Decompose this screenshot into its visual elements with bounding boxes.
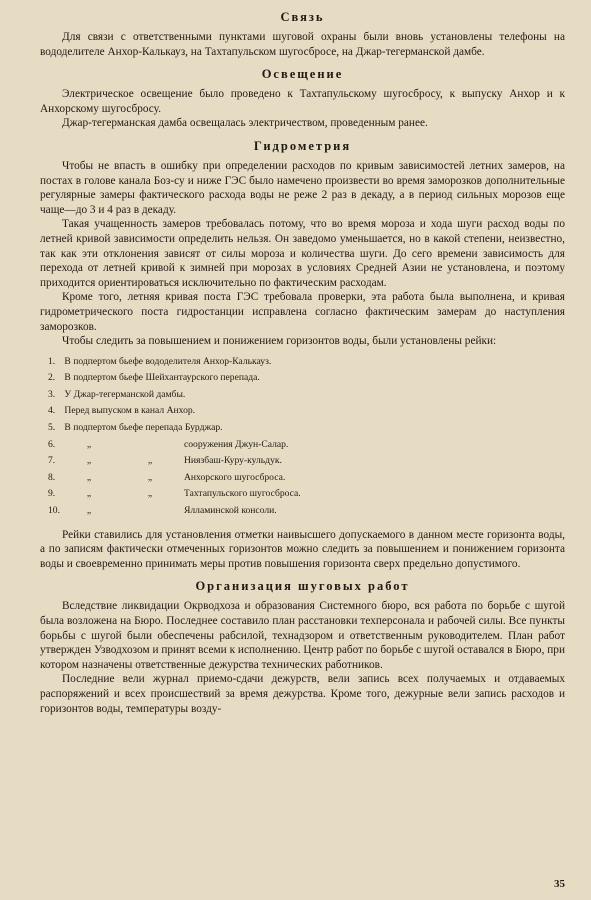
paragraph: Такая учащенность замеров требовалась потому, что во время мороза и хода шуги расход воды по летней кривой зависимости определить нельзя. Он заведомо уменьшается, но в какой степени, неизвестно, так как эти отклонения зависят от силы мороза и количества шуги. До сего времени зависимость для перехода от летней кривой к зимней при морозах в условиях Средней Азии не установлена, и поэтому приходится ориентироваться исключительно по фактическим расходам. — [40, 218, 565, 289]
list-item: 5. В подпертом бьефе перепада Бурджар. — [48, 422, 223, 434]
list-item: 7. „ „ Ниязбаш-Куру-кульдук. — [48, 455, 282, 467]
heading-lighting: Освещение — [261, 67, 344, 82]
paragraph: Джар-тегерманская дамба освещалась электричеством, проведенным ранее. — [62, 117, 428, 130]
list-item: 2. В подпертом бьефе Шейхантаурского перепада. — [48, 372, 260, 384]
paragraph: Чтобы не впасть в ошибку при определении расходов по кривым зависимостей летних замеров, на постах в голове канала Боз-су и ниже ГЭС было намечено произвести во время заморозков дополнительные регулярные замеры фактического расхода воды не реже 2 раз в декаду, а в период сильных морозов еще чаще—до 3 и 4 раз в декаду. — [40, 159, 565, 216]
paragraph: Для связи с ответственными пунктами шуговой охраны были вновь установлены телефоны на вододелителе Анхор-Калькауз, на Тахтапульском шугосбросе, на Джар-тегерманской дамбе. — [40, 31, 565, 58]
paragraph: Последние вели журнал приемо-сдачи дежурств, вели запись всех получаемых и отдаваемых распоряжений и всех происшествий за время дежурства. Кроме того, дежурные вели запись расходов и горизонтов воды, температуры возду- — [40, 673, 565, 715]
heading-connection: Связь — [280, 10, 325, 24]
gauge-list — [48, 354, 565, 520]
paragraph: Вследствие ликвидации Окрводхоза и образования Системного бюро, вся работа по борьбе с шугой была возложена на Бюро. Последнее составило план расстановки техперсонала и рабочей силы. Все пункты борьбы с шугой были обеспечены рабсилой, технадзором и ответственным руководителем. План работ утвержден Узводхозом и принят всеми к исполнению. Центр работ по борьбе с шугой оставался в Бюро, при котором назначены ответственные дежурства технических работников. — [40, 600, 565, 671]
page-number: 35 — [554, 878, 565, 890]
paragraph: Электрическое освещение было проведено к Тахтапульскому шугосбросу, к выпуску Анхор и к Анхорскому шугосбросу. — [40, 88, 565, 115]
list-item: 8. „ „ Анхорского шугосброса. — [48, 471, 286, 483]
section-hydrometry — [40, 139, 565, 571]
list-item: 6. „ сооружения Джун-Салар. — [48, 438, 289, 450]
list-item: 3. У Джар-тегерманской дамбы. — [48, 388, 186, 400]
heading-hydrometry: Гидрометрия — [253, 138, 352, 153]
heading-organization: Организация шуговых работ — [195, 579, 410, 594]
section-connection — [40, 10, 565, 59]
section-organization — [40, 579, 565, 716]
list-item: 1. В подпертом бьефе вододелителя Анхор-Калькауз. — [48, 355, 272, 367]
section-lighting — [40, 67, 565, 131]
list-item: 10. „ Ялламинской консоли. — [48, 505, 277, 517]
list-item: 9. „ „ Тахтапульского шугосброса. — [48, 488, 301, 500]
list-item: 4. Перед выпуском в канал Анхор. — [48, 405, 196, 417]
paragraph: Рейки ставились для установления отметки наивысшего допускаемого в данном месте горизонта воды, а по записям фактически отмеченных горизонтов можно следить за повышением и понижением горизонта воды и своевременно принимать меры против повышения горизонта сверх предельно допустимого. — [40, 528, 565, 570]
paragraph: Кроме того, летняя кривая поста ГЭС требовала проверки, эта работа была выполнена, и кривая гидрометрического поста гидростанции исправлена согласно фактическим замерам до наступления заморозков. — [40, 291, 565, 333]
paragraph: Чтобы следить за повышением и понижением горизонтов воды, были установлены рейки: — [62, 335, 497, 348]
